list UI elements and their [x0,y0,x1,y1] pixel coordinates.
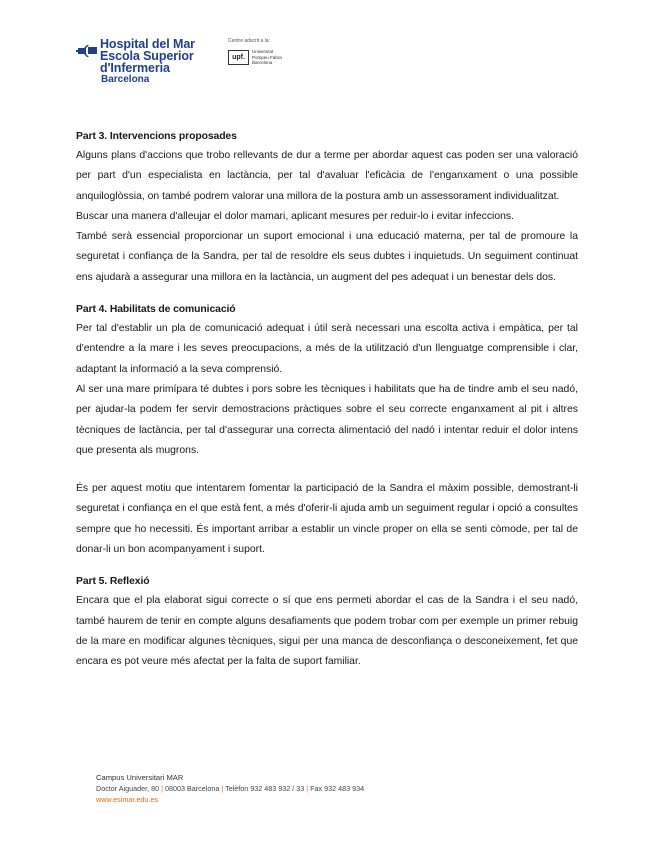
paragraph: També serà essencial proporcionar un suport emocional i una educació materna, per tal de promoure la seguretat i confiança de la Sandra, per tal de resoldre els seus dubtes i inquietuds. Un seguiment continuat ens ajudarà a assegurar una millora en la lactància, un augment del pes adequat i un benestar dels dos. [76,231,578,283]
footer-fax: Fax 932 483 934 [310,784,365,793]
upf-name [252,49,282,66]
paragraph: Alguns plans d'accions que trobo rellevants de dur a terme per abordar aquest cas poden ser una valoració per part d'un especialista en lactància, per tal d'avaluar l'eficàcia de l'enganxament o una possible anquiloglòssia, on també podrem valorar una millora de la postura amb un assessorament individualitzat. [76,150,578,202]
paragraph: És per aquest motiu que intentarem fomentar la participació de la Sandra el màxim possible, demostrant-li seguretat i confiança en el que està fent, a més d'oferir-li ajuda amb un seguiment regular i opció a consultes sempre que ho necessiti. És important arribar a establir un vincle proper on ella se senti còmode, per tal de donar-li un bon acompanyament i suport. [76,483,578,556]
affiliation-block [228,38,298,65]
school-logo-text [100,38,195,86]
affiliation-label: Centre adscrit a la: [228,38,270,44]
upf-logo: upf. [228,50,249,65]
section-heading: Part 4. Habilitats de comunicació [76,304,236,316]
logo-line: d'Infermeria [100,61,170,75]
page-footer [96,772,364,805]
logo-line: Escola Superior [100,49,194,63]
upf-line: Barcelona [252,60,273,65]
upf-line: Universitat [252,49,274,54]
document-body [76,128,578,673]
footer-separator: | [161,784,164,793]
footer-separator: | [306,784,309,793]
footer-campus: Campus Universitari MAR [96,773,184,782]
paragraph: Encara que el pla elaborat sigui correcte o sí que ens permeti abordar el cas de la Sandra i el seu nadó, també haurem de tenir en compte alguns desafiaments que podem trobar com per exemple un primer rebuig de la mare en modificar algunes tècniques, sigui per una manca de desconfiança o desconeixement, fet que encara es pot veure més afectat per la falta de suport familiar. [76,595,578,668]
paragraph: Per tal d'establir un pla de comunicació adequat i útil serà necessari una escolta activa i empàtica, per tal d'entendre a la mare i les seves preocupacions, a més de la utilització d'un llenguatge comprensible i clar, adaptant la informació a la seva comprensió. [76,323,578,375]
upf-line: Pompeu Fabra [252,54,282,60]
footer-address [96,783,364,794]
hospital-cross-icon [76,40,100,62]
footer-phone: Telèfon 932 483 932 / 33 [225,784,305,793]
footer-street: Doctor Aiguader, 80 [96,784,160,793]
footer-website-link[interactable]: www.esimar.edu.es [96,795,158,804]
logo-city: Barcelona [101,74,150,85]
section-heading: Part 5. Reflexió [76,576,150,588]
footer-city: 08003 Barcelona [165,784,220,793]
paragraph: Al ser una mare primípara té dubtes i pors sobre les tècniques i habilitats que ha de tindre amb el seu nadó, per ajudar-la podem fer servir demostracions pràctiques sobre el seu correcte enganxament al pit i altres tècniques de lactància, per tal d'assegurar una correcta alimentació del nadó i intentar reduir el dolor intens que presenta als mugrons. [76,383,578,456]
footer-separator: | [221,784,224,793]
section-heading: Part 3. Intervencions proposades [76,131,237,142]
logo-line: Hospital del Mar [100,37,195,51]
paragraph: Buscar una manera d'alleujar el dolor mamari, aplicant mesures per reduir-lo i evitar infeccions. [76,210,515,222]
